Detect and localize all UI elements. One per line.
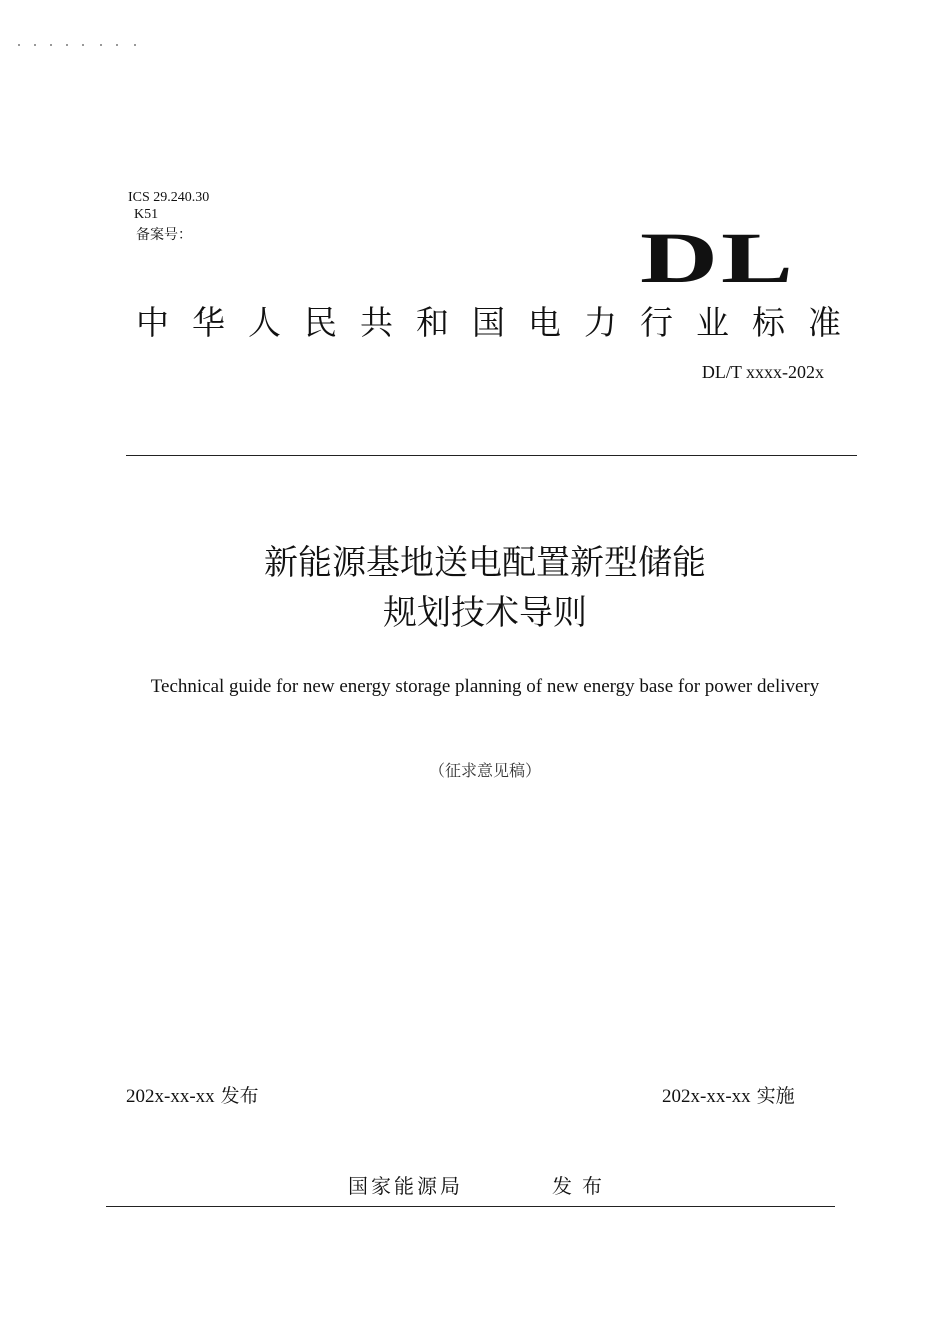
publish-label: 发布 (552, 1174, 612, 1198)
scan-speck (66, 44, 68, 46)
top-divider (126, 455, 857, 456)
implement-date: 202x-xx-xx (662, 1086, 751, 1107)
scan-speck (82, 44, 84, 46)
industry-standard-heading: 中华人民共和国电力行业标准 (136, 303, 864, 342)
issue-date: 202x-xx-xx (126, 1086, 215, 1107)
ics-code: ICS 29.240.30 (128, 190, 210, 205)
bottom-divider (106, 1206, 835, 1207)
scan-speck (34, 44, 36, 46)
scan-speck (100, 44, 102, 46)
title-cn-line-2: 规划技术导则 (383, 593, 587, 633)
implement-date-line (662, 1083, 795, 1110)
dl-logo: DL (640, 218, 797, 298)
scan-speck (18, 44, 20, 46)
document-title-cn (0, 538, 950, 638)
scan-speck (116, 44, 118, 46)
document-title-en: Technical guide for new energy storage planning of new energy base for power delivery (150, 676, 820, 697)
standard-number: DL/T xxxx-202x (701, 362, 824, 382)
draft-status: （征求意见稿） (428, 763, 541, 780)
record-number-label: 备案号： (136, 227, 192, 243)
scan-speck (50, 44, 52, 46)
issue-label: 发布 (220, 1085, 259, 1107)
title-cn-line-1: 新能源基地送电配置新型储能 (264, 543, 706, 583)
issue-date-line (126, 1083, 259, 1110)
scan-speck (134, 44, 136, 46)
implement-label: 实施 (756, 1085, 795, 1107)
ccs-code: K51 (134, 207, 159, 222)
publisher: 国家能源局 (348, 1174, 463, 1198)
